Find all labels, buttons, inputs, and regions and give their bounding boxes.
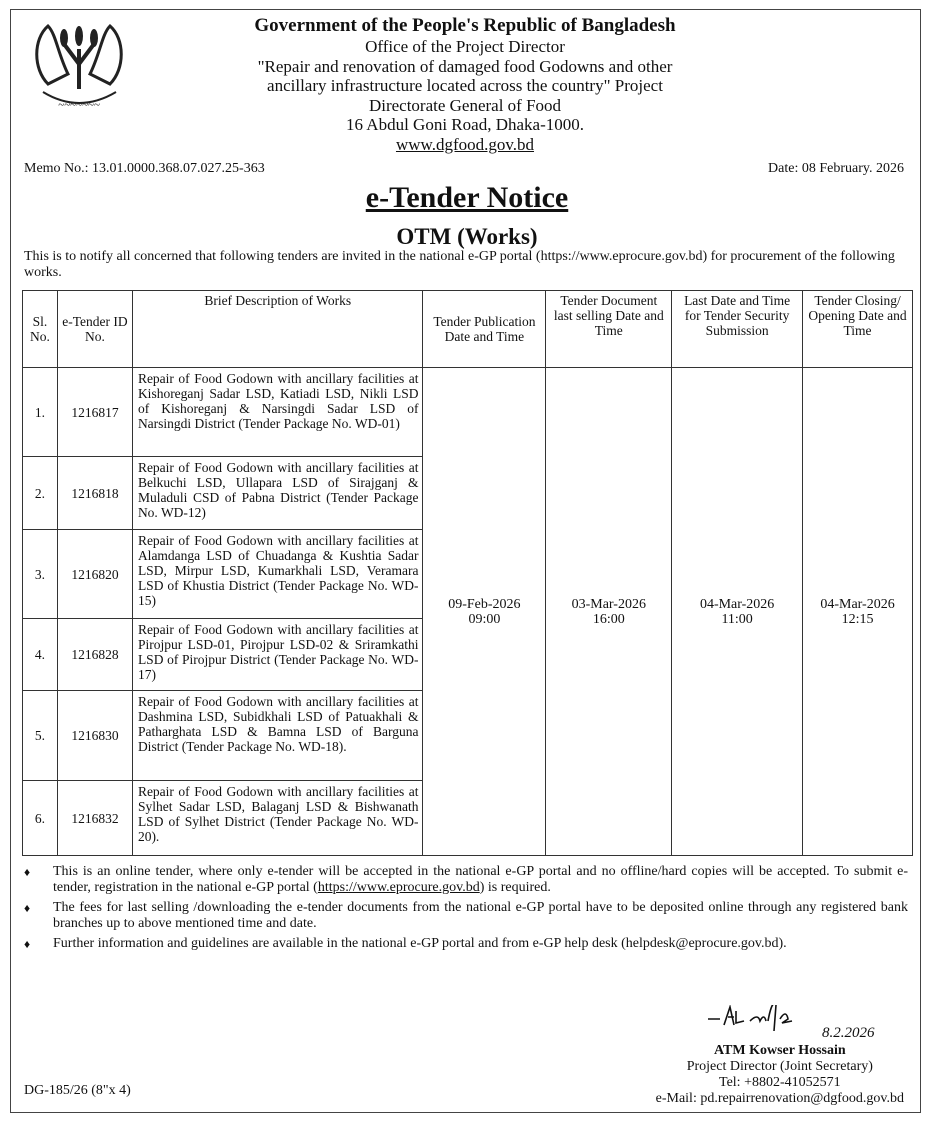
row-sl: 4.	[23, 619, 58, 691]
note-text	[53, 864, 908, 896]
closing-date: 04-Mar-2026	[820, 596, 895, 612]
note-text-part: This is an online tender, where only e-tender will be accepted in the national e-GP portal and no offline/hard copies will be accepted. To submit e-tender, registration in the national e-GP portal (	[53, 864, 908, 895]
dgfood-logo-icon	[28, 14, 130, 114]
signatory-tel: Tel: +8802-41052571	[719, 1075, 841, 1090]
intro-paragraph: This is to notify all concerned that following tenders are invited in the national e-GP portal (https://www.eprocure.gov.bd) for procurement of the following works.	[24, 249, 895, 280]
table-row	[23, 368, 913, 457]
doc-selling-date: 03-Mar-2026	[571, 596, 646, 612]
closing-cell	[803, 368, 913, 856]
diamond-bullet-icon: ♦	[24, 901, 31, 915]
website-link[interactable]: www.dgfood.gov.bd	[395, 134, 535, 154]
security-cell	[672, 368, 803, 856]
notice-title	[0, 181, 934, 215]
header-closing: Tender Closing/ Opening Date and Time	[803, 291, 913, 368]
eprocure-link[interactable]: https://www.eprocure.gov.bd	[317, 880, 480, 895]
row-tender-id: 1216817	[57, 368, 132, 457]
row-description: Repair of Food Godown with ancillary facilities at Sylhet Sadar LSD, Balaganj LSD & Bishwanath LSD of Sylhet District (Tender Package No. WD-20).	[132, 781, 423, 856]
note-text: The fees for last selling /downloading the e-tender documents from the national e-GP portal have to be deposited online through any registered bank branches up to above mentioned time and date.	[53, 900, 908, 931]
diamond-bullet-icon: ♦	[24, 865, 31, 879]
row-tender-id: 1216830	[57, 691, 132, 781]
row-tender-id: 1216828	[57, 619, 132, 691]
notes-list	[24, 864, 908, 956]
publication-date: 09-Feb-2026	[448, 596, 521, 612]
diamond-bullet-icon: ♦	[24, 937, 31, 951]
signatory-designation: Project Director (Joint Secretary)	[686, 1059, 873, 1074]
row-tender-id: 1216832	[57, 781, 132, 856]
memo-number: Memo No.: 13.01.0000.368.07.027.25-363	[24, 161, 265, 176]
doc-selling-time: 16:00	[592, 611, 625, 627]
tender-table	[22, 290, 913, 856]
directorate: Directorate General of Food	[368, 95, 562, 115]
signatory-email[interactable]: e-Mail: pd.repairrenovation@dgfood.gov.bd	[655, 1091, 904, 1106]
note-text: Further information and guidelines are available in the national e-GP portal and from e-GP help desk (helpdesk@eprocure.gov.bd).	[53, 936, 787, 951]
header-security: Last Date and Time for Tender Security Submission	[672, 291, 803, 368]
signature-icon	[700, 1005, 900, 1041]
office-name: Office of the Project Director	[365, 37, 565, 56]
header-publication: Tender Publication Date and Time	[423, 291, 546, 368]
note-item	[24, 900, 908, 932]
project-name-line1: "Repair and renovation of damaged food Godowns and other	[257, 56, 673, 76]
government-name: Government of the People's Republic of Bangladesh	[254, 15, 676, 36]
svg-text:~~~~~~~: ~~~~~~~	[58, 99, 100, 111]
security-date: 04-Mar-2026	[699, 596, 775, 612]
address: 16 Abdul Goni Road, Dhaka-1000.	[346, 115, 584, 134]
row-description: Repair of Food Godown with ancillary facilities at Belkuchi LSD, Ullapara LSD of Sirajganj & Muladuli CSD of Pabna District (Tender Package No. WD-12)	[132, 457, 423, 530]
table-header-row	[23, 291, 913, 368]
row-description: Repair of Food Godown with ancillary facilities at Pirojpur LSD-01, Pirojpur LSD-02 & Sriramkathi LSD of Pirojpur District (Tender Package No. WD-17)	[132, 619, 423, 691]
note-text-part: ) is required.	[479, 880, 551, 895]
publication-date-cell	[423, 368, 546, 856]
footer-code: DG-185/26 (8"x 4)	[24, 1083, 131, 1098]
row-sl: 2.	[23, 457, 58, 530]
signatory-name: ATM Kowser Hossain	[713, 1043, 846, 1058]
row-tender-id: 1216820	[57, 530, 132, 619]
letterhead	[130, 15, 800, 154]
notice-date: Date: 08 February. 2026	[768, 161, 904, 176]
header-doc-selling: Tender Document last selling Date and Time	[546, 291, 672, 368]
publication-time: 09:00	[468, 611, 501, 627]
signature-date: 8.2.2026	[822, 1025, 875, 1041]
signatory-block	[656, 1043, 904, 1107]
row-tender-id: 1216818	[57, 457, 132, 530]
doc-selling-cell	[546, 368, 672, 856]
project-name-line2: ancillary infrastructure located across the country" Project	[267, 76, 663, 95]
header-id: e-Tender ID No.	[57, 291, 132, 368]
row-sl: 1.	[23, 368, 58, 457]
row-sl: 5.	[23, 691, 58, 781]
security-time: 11:00	[721, 611, 753, 627]
header-sl: Sl. No.	[23, 291, 58, 368]
row-description: Repair of Food Godown with ancillary facilities at Dashmina LSD, Subidkhali LSD of Patuakhali & Patharghata LSD & Bamna LSD of Barguna District (Tender Package No. WD-18).	[132, 691, 423, 781]
header-description: Brief Description of Works	[132, 291, 423, 368]
note-item	[24, 864, 908, 896]
note-item	[24, 936, 908, 952]
row-sl: 3.	[23, 530, 58, 619]
row-description: Repair of Food Godown with ancillary facilities at Alamdanga LSD of Chuadanga & Kushtia Sadar LSD, Mirpur LSD, Kumarkhali LSD, Veramara LSD of Khustia District (Tender Package No. WD-15)	[132, 530, 423, 619]
row-sl: 6.	[23, 781, 58, 856]
closing-time: 12:15	[841, 611, 874, 627]
notice-title-text: e-Tender Notice	[365, 181, 569, 214]
notice-subtitle: OTM (Works)	[396, 224, 538, 249]
row-description: Repair of Food Godown with ancillary facilities at Kishoreganj Sadar LSD, Katiadi LSD, Nikli LSD of Kishoreganj & Narsingdi Sadar LSD of Narsingdi District (Tender Package No. WD-01)	[132, 368, 423, 457]
